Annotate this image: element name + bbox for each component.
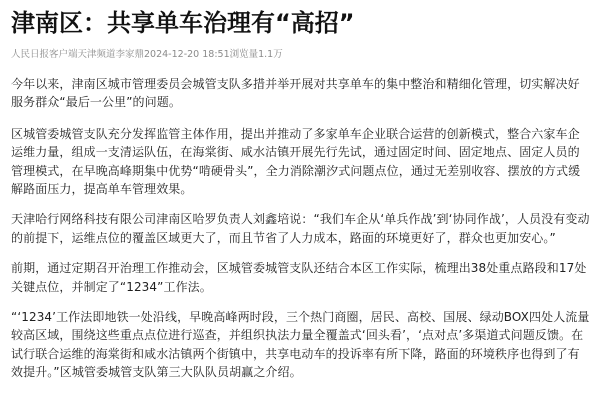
article-paragraph: “‘1234’工作法即地铁一处沿线，早晚高峰两时段，三个热门商圈，居民、高校、国展、绿动BOX四处人流量较高区域，围绕这些重点点位进行巡查，并组织执法力量全覆盖式‘回头看’，‘点对点’多渠道式问题反馈。在试行联合运维的海棠街和咸水沽镇两个街镇中，共享电动车的投诉率有所下降，路面的环境秩序也得到了有效提升。”区城管委城管支队第三大队队员胡赢之介绍。	[11, 310, 590, 380]
article-paragraph: 天津哈行网络科技有限公司津南区哈罗负责人刘鑫培说：“我们车企从‘单兵作战’到‘协同作战’，人员没有变动的前提下，运维点位的覆盖区域更大了，而且节省了人力成本，路面的环境更好了，群众也更加安心。”	[11, 212, 590, 245]
article-paragraph: 区城管委城管支队充分发挥监管主体作用，提出并推动了多家单车企业联合运营的创新模式，整合六家车企运维力量，组成一支清运队伍，在海棠街、咸水沽镇开展先行先试，通过固定时间、固定地点、固定人员的管理模式，在早晚高峰期集中优势“啃硬骨头”，全力消除潮汐式问题点位，通过无差别收容、摆放的方式缓解路面压力，提高单车管理效果。	[11, 126, 581, 197]
article-title: 津南区：共享单车治理有“高招”	[11, 9, 355, 37]
article-meta: 人民日报客户端天津频道李家鼎2024-12-20 18:51浏览量1.1万	[11, 49, 283, 60]
article-paragraph: 今年以来，津南区城市管理委员会城管支队多措并举开展对共享单车的集中整治和精细化管理，切实解决好服务群众“最后一公里”的问题。	[11, 77, 580, 110]
article-paragraph: 前期，通过定期召开治理工作推动会，区城管委城管支队还结合本区工作实际，梳理出38处重点路段和17处关键点位，并制定了“1234”工作法。	[11, 261, 587, 294]
